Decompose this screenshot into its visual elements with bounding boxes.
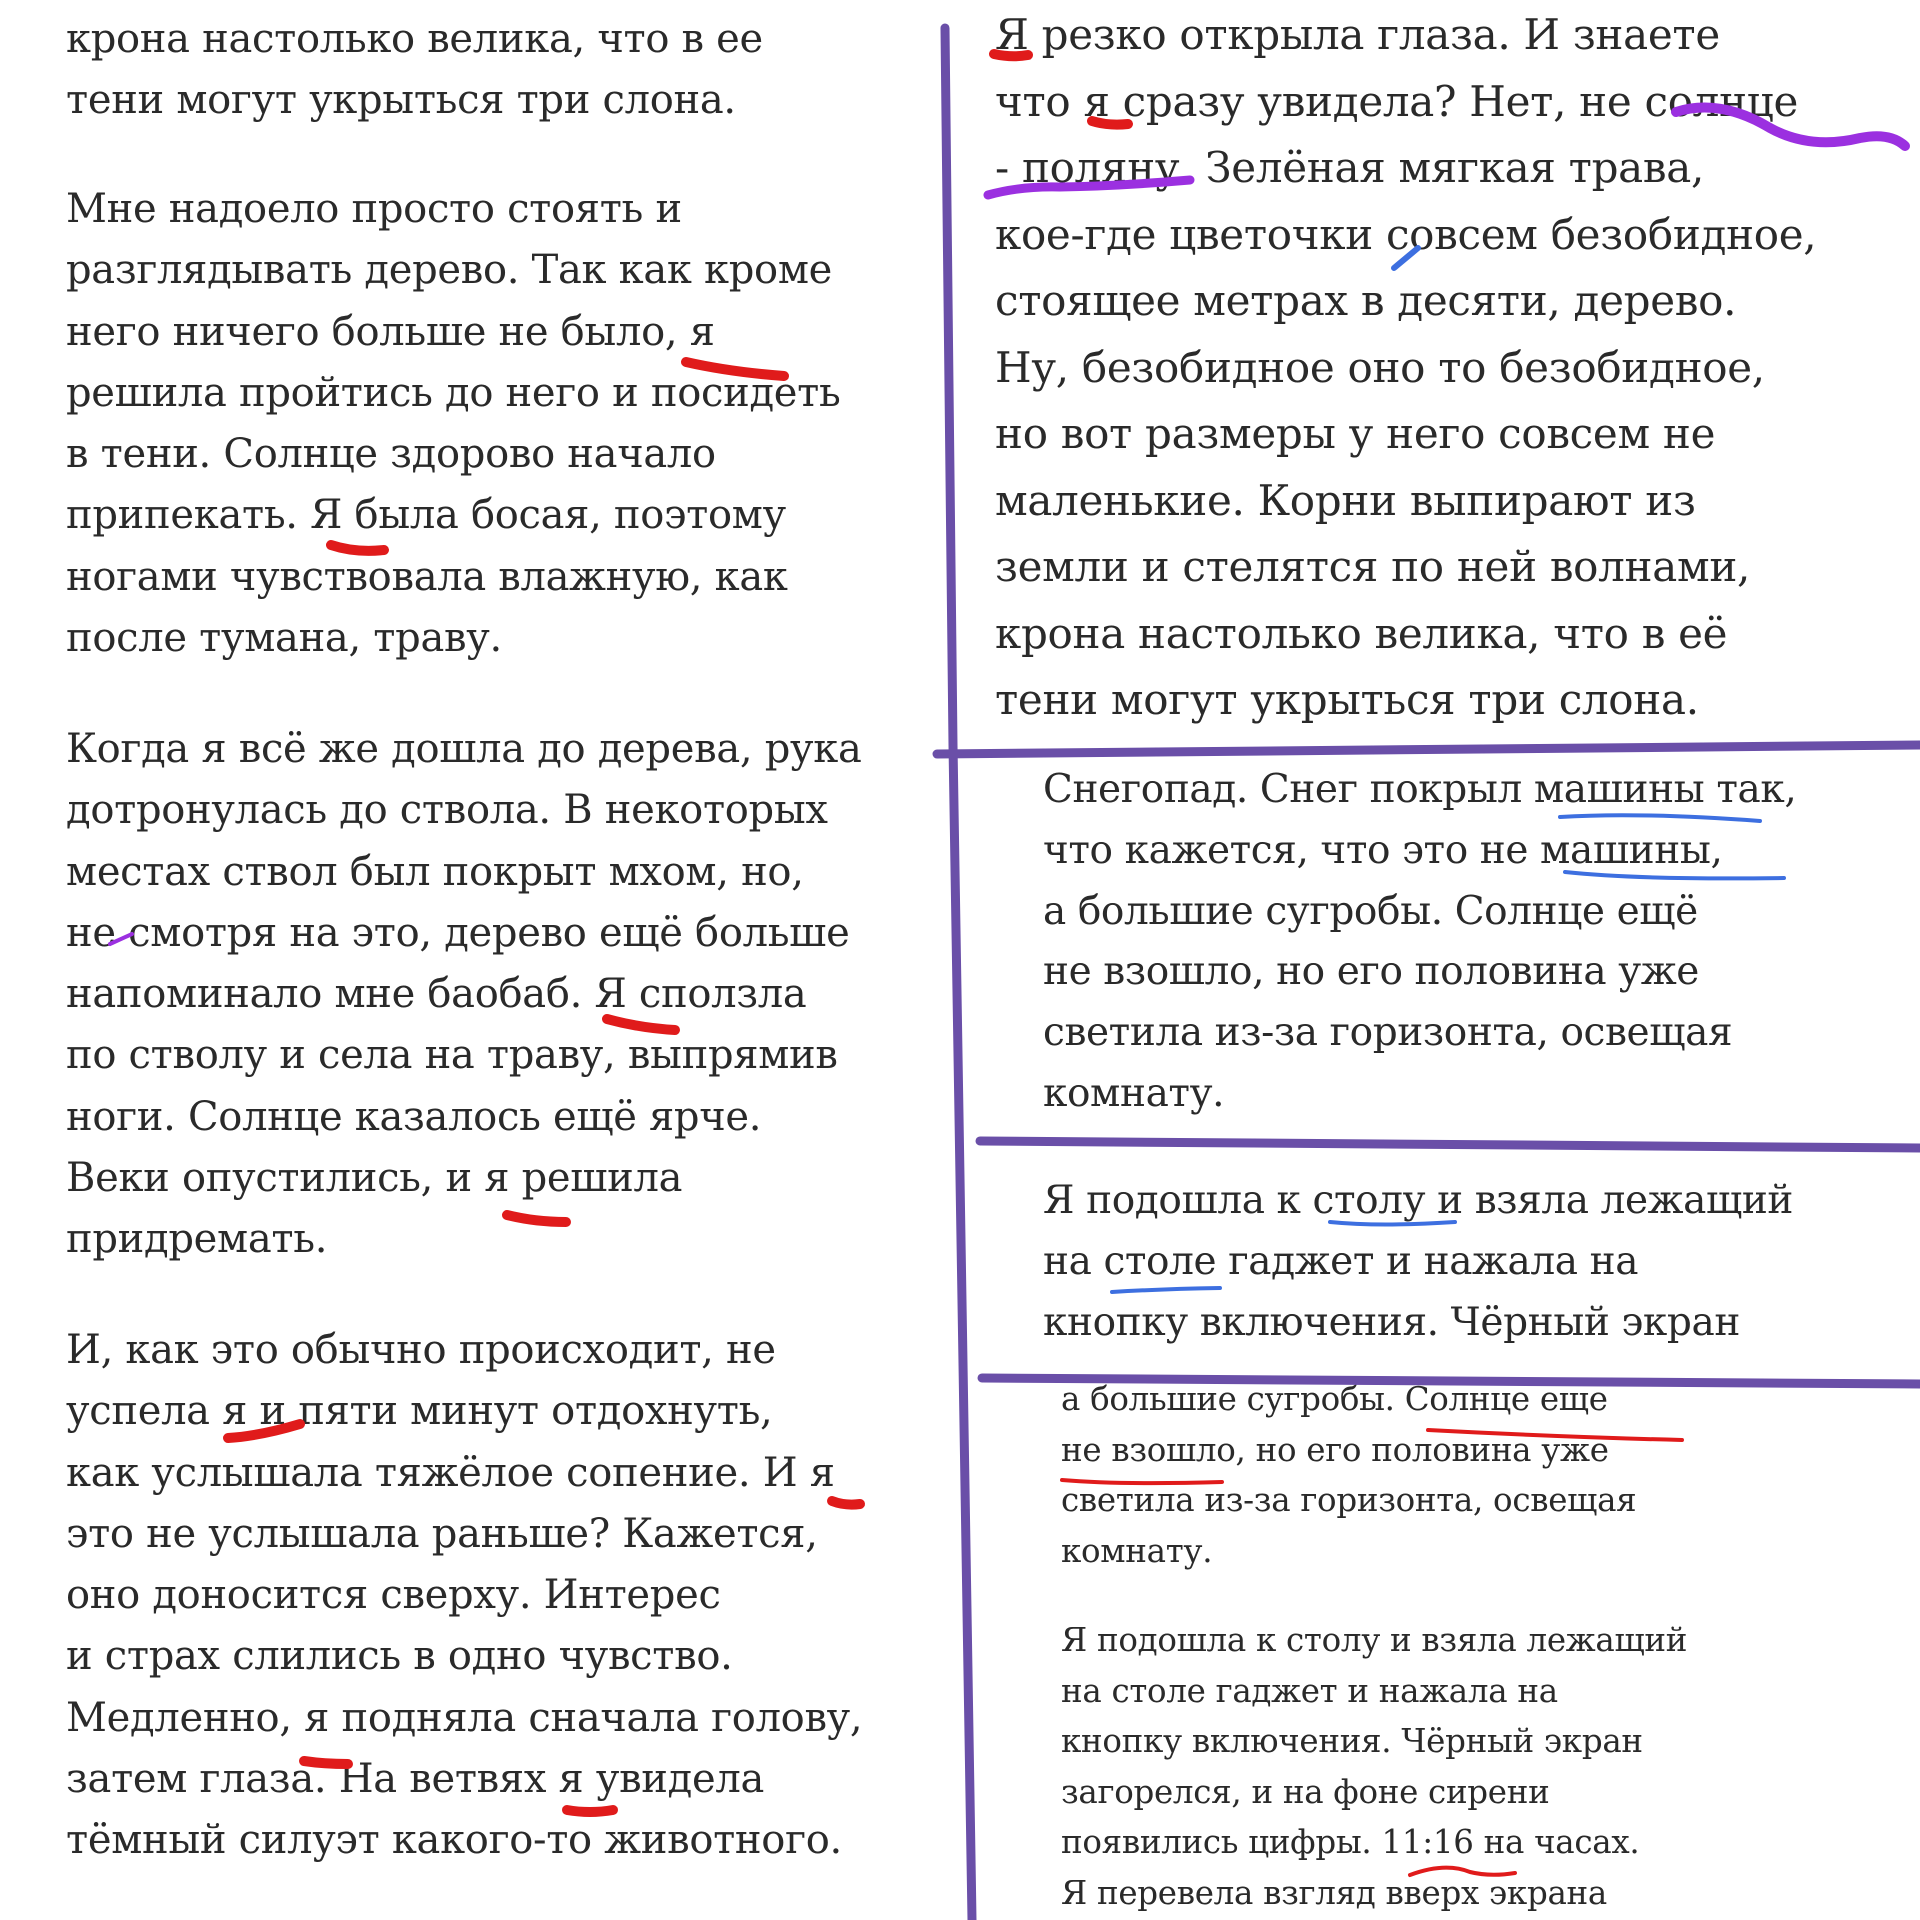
text-line: ногами чувствовала влажную, как — [66, 553, 788, 600]
vertical-divider — [945, 28, 972, 1920]
text-line: а большие сугробы. Солнце ещё — [1043, 888, 1698, 934]
text-line: Я перевела взгляд вверх экрана — [1061, 1873, 1607, 1912]
text-line: земли и стелятся по ней волнами, — [995, 542, 1751, 591]
text-line: не взошло, но его половина уже — [1061, 1430, 1609, 1469]
text-line: решила пройтись до него и посидеть — [66, 369, 841, 416]
text-line: светила из-за горизонта, освещая — [1043, 1010, 1733, 1056]
lower-paragraph-1 — [1061, 1374, 1636, 1576]
text-line: Я резко открыла глаза. И знаете — [995, 10, 1720, 59]
text-line: него ничего больше не было, я — [66, 308, 715, 355]
text-line: тени могут укрыться три слона. — [995, 675, 1699, 724]
text-line: И, как это обычно происходит, не — [66, 1327, 776, 1373]
text-line: затем глаза. На ветвях я увидела — [66, 1756, 765, 1803]
text-line: по стволу и села на траву, выпрямив — [66, 1032, 838, 1079]
text-line: успела я и пяти минут отдохнуть, — [66, 1388, 773, 1435]
text-line: Снегопад. Снег покрыл машины так, — [1043, 767, 1797, 812]
text-line: кнопку включения. Чёрный экран — [1043, 1299, 1740, 1345]
text-line: не взошло, но его половина уже — [1043, 949, 1699, 995]
left-paragraph-3 — [66, 719, 862, 1271]
text-line: в тени. Солнце здорово начало — [66, 431, 716, 478]
text-line: светила из-за горизонта, освещая — [1061, 1481, 1637, 1519]
text-line: Веки опустились, и я решила — [66, 1155, 683, 1202]
text-line: припекать. Я была босая, поэтому — [66, 492, 786, 539]
lower-paragraph-2 — [1061, 1615, 1687, 1918]
text-line: Ну, безобидное оно то безобидное, — [995, 342, 1765, 392]
text-line: а большие сугробы. Солнце еще — [1061, 1380, 1608, 1418]
text-line: как услышала тяжёлое сопение. И я — [66, 1449, 835, 1496]
text-line: маленькие. Корни выпирают из — [995, 475, 1696, 525]
text-line: ноги. Солнце казалось ещё ярче. — [66, 1093, 762, 1140]
text-line: Медленно, я подняла сначала голову, — [66, 1694, 863, 1741]
left-paragraph-2 — [66, 179, 841, 669]
text-line: после тумана, траву. — [66, 615, 502, 662]
left-paragraph-1 — [66, 9, 763, 132]
text-line: Я подошла к столу и взяла лежащий — [1043, 1178, 1794, 1223]
text-line: что кажется, что это не машины, — [1043, 827, 1723, 873]
text-line: Мне надоело просто стоять и — [66, 186, 682, 232]
horizontal-divider-1 — [937, 745, 1920, 754]
text-line: придремать. — [66, 1216, 328, 1263]
text-line: крона настолько велика, что в её — [995, 608, 1728, 658]
text-line: тёмный силуэт какого-то животного. — [66, 1817, 842, 1864]
text-line: не смотря на это, дерево ещё больше — [66, 909, 850, 956]
left-paragraph-4 — [66, 1320, 862, 1872]
text-line: местах ствол был покрыт мхом, но, — [66, 848, 804, 895]
text-line: и страх слились в одно чувство. — [66, 1633, 733, 1680]
text-line: кое-где цветочки совсем безобидное, — [995, 209, 1817, 259]
horizontal-divider-2 — [980, 1141, 1920, 1148]
gadget-paragraph — [1043, 1171, 1793, 1353]
text-line: стоящее метрах в десяти, дерево. — [995, 276, 1737, 325]
snow-paragraph — [1043, 760, 1796, 1125]
text-line: оно доносится сверху. Интерес — [66, 1572, 721, 1619]
text-line: Когда я всё же дошла до дерева, рука — [66, 726, 862, 772]
text-line: но вот размеры у него совсем не — [995, 409, 1716, 458]
text-line: загорелся, и на фоне сирени — [1061, 1772, 1550, 1811]
text-line: Я подошла к столу и взяла лежащий — [1061, 1621, 1688, 1659]
text-line: комнату. — [1061, 1531, 1213, 1570]
text-line: разглядывать дерево. Так как кроме — [66, 247, 833, 294]
text-line: тени могут укрыться три слона. — [66, 77, 736, 124]
text-line: появились цифры. 11:16 на часах. — [1061, 1823, 1640, 1861]
text-line: дотронулась до ствола. В некоторых — [66, 787, 828, 834]
right-top-paragraph — [995, 2, 1816, 734]
text-line: напоминало мне баобаб. Я сползла — [66, 971, 807, 1018]
text-line: крона настолько велика, что в ее — [66, 16, 763, 62]
text-line: - поляну. Зелёная мягкая трава, — [995, 143, 1705, 192]
text-line: на столе гаджет и нажала на — [1043, 1238, 1639, 1284]
text-line: на столе гаджет и нажала на — [1061, 1671, 1558, 1710]
text-line: это не услышала раньше? Кажется, — [66, 1510, 818, 1557]
text-line: кнопку включения. Чёрный экран — [1061, 1722, 1643, 1760]
text-line: что я сразу увидела? Нет, не солнце — [995, 76, 1799, 126]
text-line: комнату. — [1043, 1070, 1225, 1116]
